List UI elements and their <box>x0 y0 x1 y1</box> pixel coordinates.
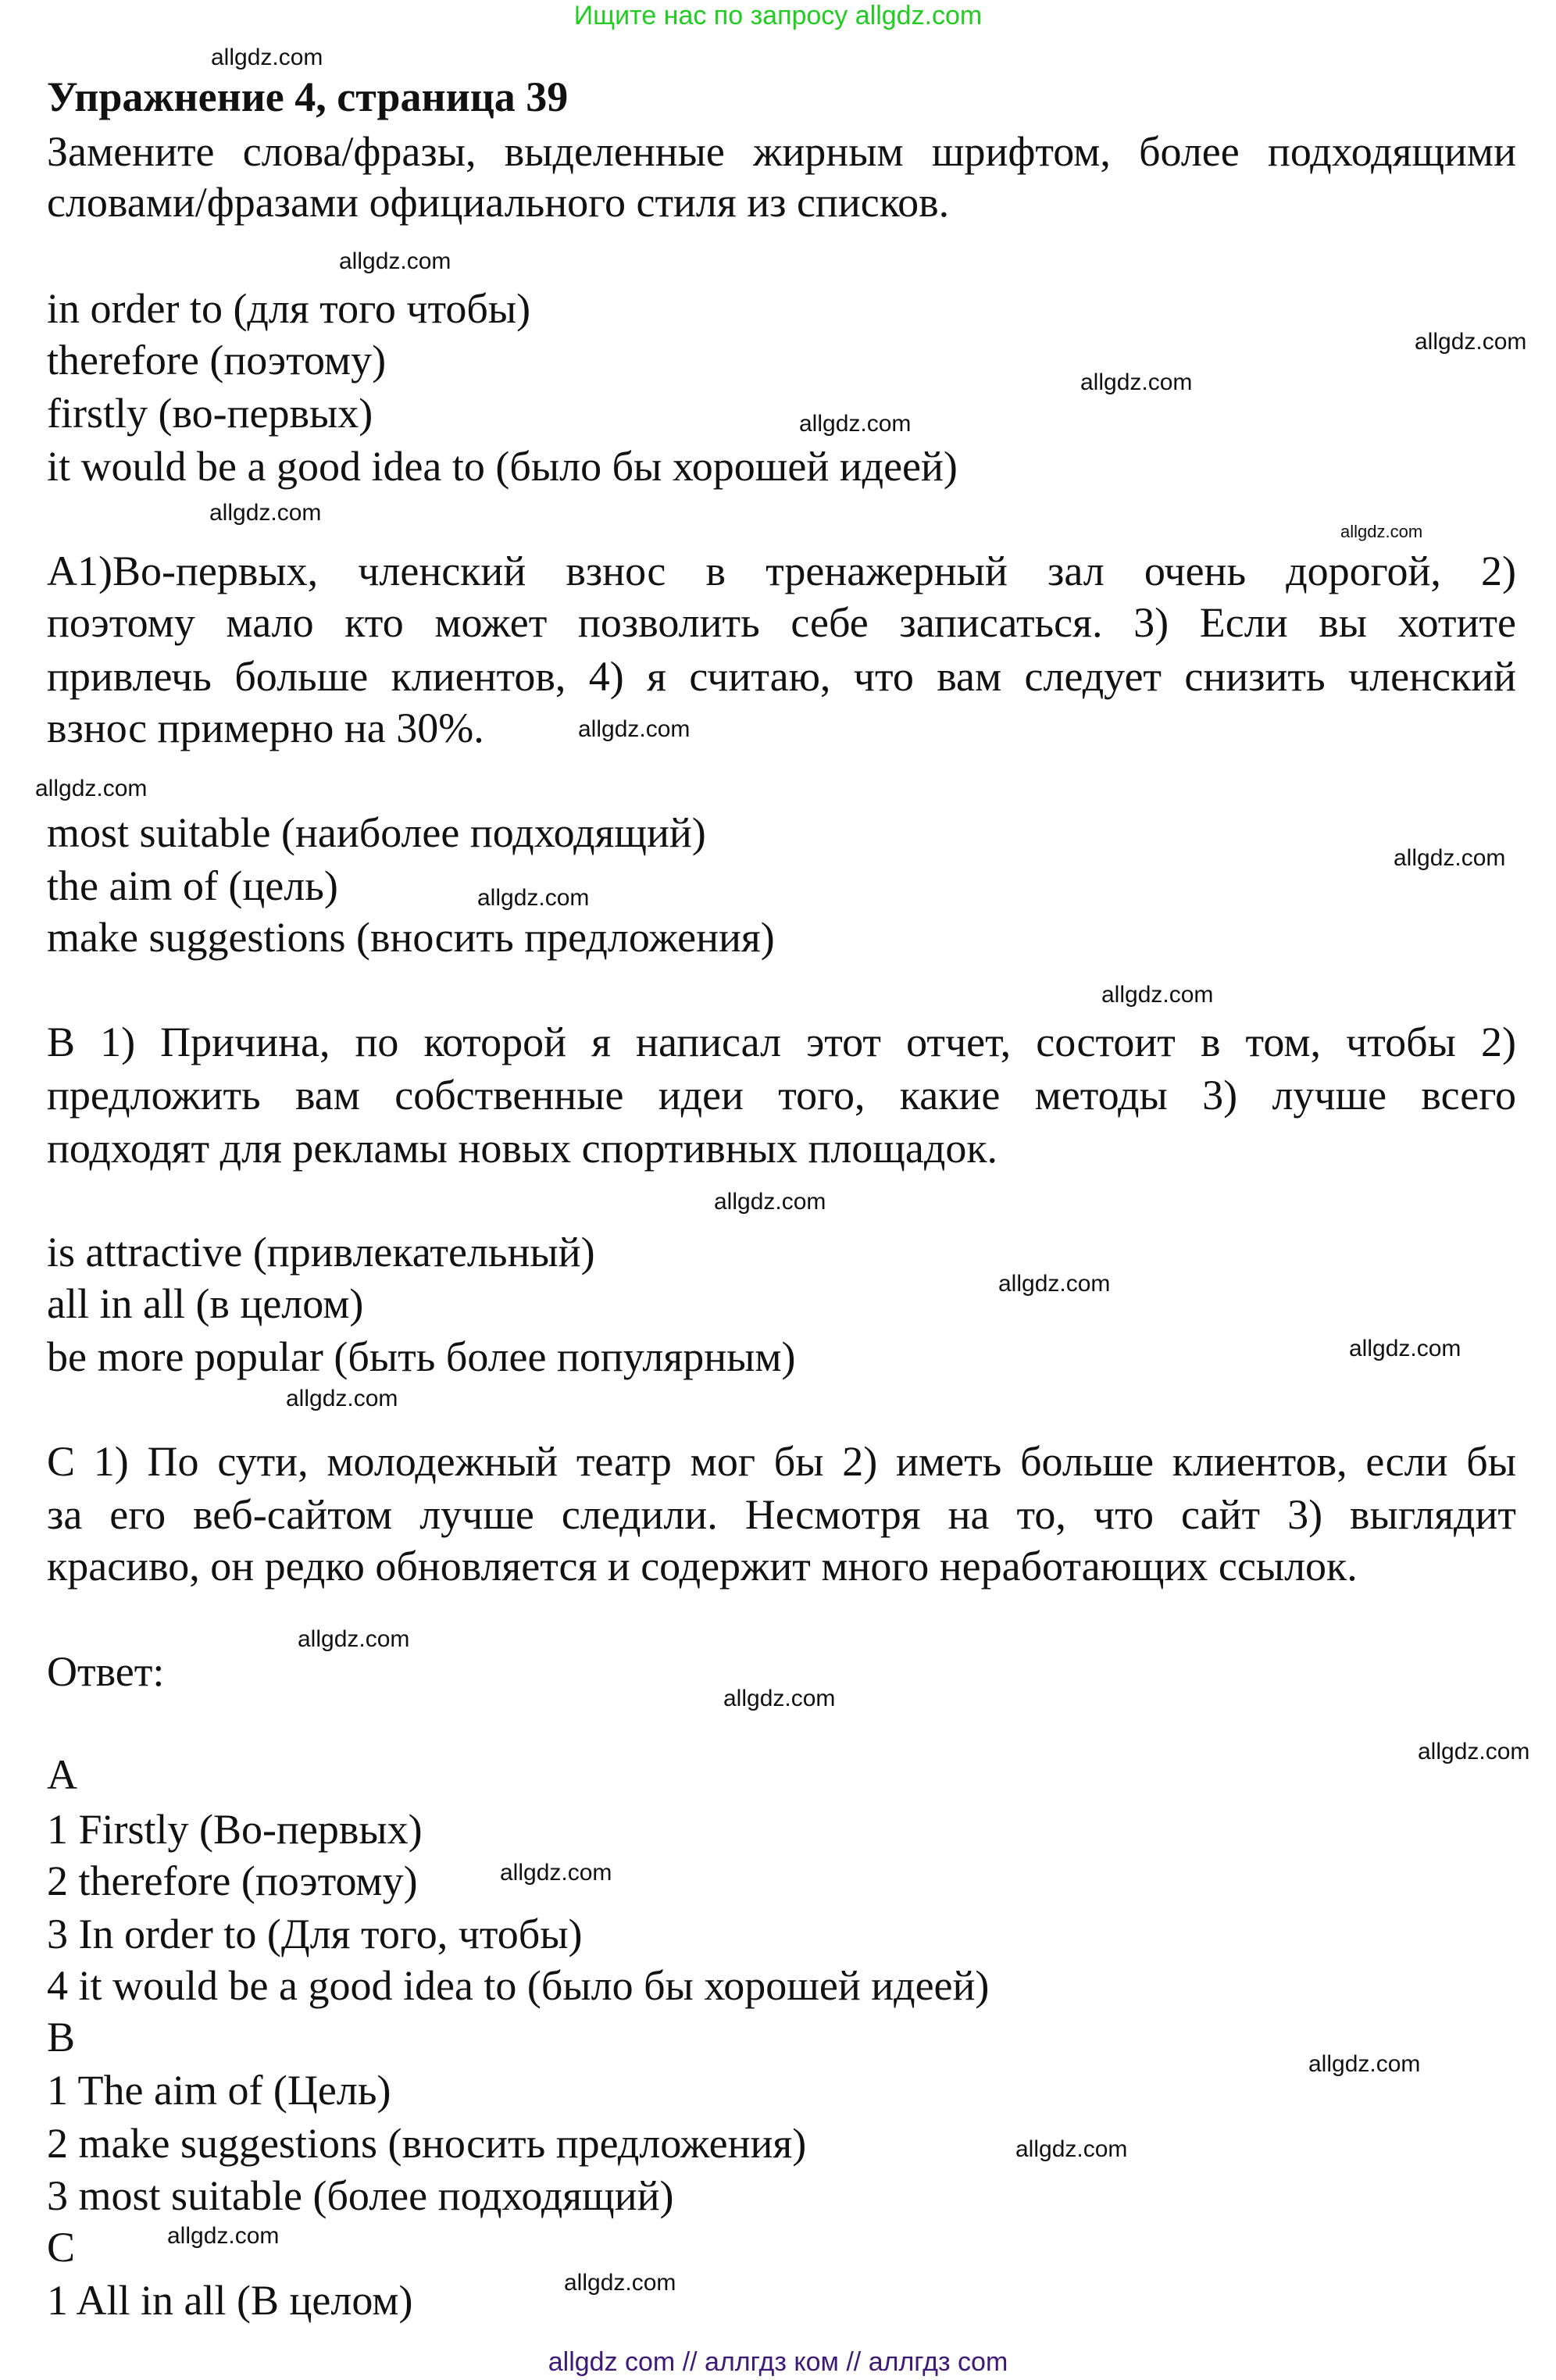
watermark: allgdz.com <box>209 500 322 526</box>
instruction-line: Замените слова/фразы, выделенные жирным шрифтом, более подходящими <box>47 128 1516 175</box>
paragraph-b-line: предложить вам собственные идеи того, какие методы 3) лучше всего <box>47 1072 1516 1119</box>
list2-item: most suitable (наиболее подходящий) <box>47 809 706 856</box>
watermark: allgdz.com <box>298 1626 410 1652</box>
watermark: allgdz.com <box>1308 2051 1421 2077</box>
answer-item: 1 Firstly (Во-первых) <box>47 1806 423 1853</box>
answer-item: 3 most suitable (более подходящий) <box>47 2172 674 2219</box>
instruction-line: словами/фразами официального стиля из списков. <box>47 179 950 226</box>
list1-item: in order to (для того чтобы) <box>47 285 531 332</box>
watermark: allgdz.com <box>167 2223 280 2249</box>
watermark: allgdz.com <box>723 1686 836 1711</box>
list1-item: firstly (во-первых) <box>47 390 373 437</box>
watermark: allgdz.com <box>1394 845 1506 871</box>
watermark: allgdz.com <box>564 2270 676 2296</box>
top-banner: Ищите нас по запросу allgdz.com <box>573 1 983 30</box>
list1-item: it would be a good idea to (было бы хорошей идеей) <box>47 443 958 490</box>
answer-section-a: A <box>47 1751 77 1798</box>
watermark: allgdz.com <box>477 885 590 911</box>
watermark: allgdz.com <box>1340 522 1423 541</box>
answer-item: 4 it would be a good idea to (было бы хорошей идеей) <box>47 1962 990 2009</box>
paragraph-a-line: А1)Во-первых, членский взнос в тренажерный зал очень дорогой, 2) <box>47 548 1516 594</box>
watermark: allgdz.com <box>1015 2136 1128 2162</box>
answer-item: 2 therefore (поэтому) <box>47 1857 418 1904</box>
footer-links: allgdz com // аллгдз ком // аллгдз com <box>548 2347 1008 2377</box>
watermark: allgdz.com <box>1101 982 1214 1008</box>
answer-item: 3 In order to (Для того, чтобы) <box>47 1911 583 1957</box>
watermark: allgdz.com <box>578 716 691 742</box>
answer-item: 2 make suggestions (вносить предложения) <box>47 2120 807 2167</box>
paragraph-c-line: за его веб-сайтом лучше следили. Несмотря на то, что сайт 3) выглядит <box>47 1491 1516 1538</box>
watermark: allgdz.com <box>1415 329 1527 355</box>
paragraph-a-line: поэтому мало кто может позволить себе записаться. 3) Если вы хотите <box>47 599 1516 646</box>
answer-section-b: B <box>47 2014 76 2061</box>
watermark: allgdz.com <box>211 45 323 70</box>
list1-item: therefore (поэтому) <box>47 337 387 384</box>
list3-item: be more popular (быть более популярным) <box>47 1333 796 1380</box>
paragraph-c-line: С 1) По сути, молодежный театр мог бы 2) иметь больше клиентов, если бы <box>47 1438 1516 1485</box>
answer-item: 1 All in all (В целом) <box>47 2277 413 2324</box>
watermark: allgdz.com <box>1080 369 1193 395</box>
watermark: allgdz.com <box>799 411 912 437</box>
paragraph-c-line: красиво, он редко обновляется и содержит много неработающих ссылок. <box>47 1543 1358 1590</box>
list2-item: make suggestions (вносить предложения) <box>47 914 775 961</box>
watermark: allgdz.com <box>998 1271 1111 1297</box>
watermark: allgdz.com <box>1349 1336 1461 1361</box>
watermark: allgdz.com <box>286 1386 398 1411</box>
paragraph-a-line: привлечь больше клиентов, 4) я считаю, что вам следует снизить членский <box>47 653 1516 700</box>
watermark: allgdz.com <box>500 1860 612 1886</box>
answer-item: 1 The aim of (Цель) <box>47 2067 391 2114</box>
watermark: allgdz.com <box>339 248 451 274</box>
answer-label: Ответ: <box>47 1648 165 1695</box>
watermark: allgdz.com <box>1418 1739 1530 1764</box>
watermark: allgdz.com <box>714 1189 826 1215</box>
watermark: allgdz.com <box>35 776 148 801</box>
list3-item: is attractive (привлекательный) <box>47 1229 595 1276</box>
paragraph-a-line: взнос примерно на 30%. <box>47 705 484 751</box>
paragraph-b-line: подходят для рекламы новых спортивных площадок. <box>47 1125 998 1172</box>
list2-item: the aim of (цель) <box>47 862 338 909</box>
page-title: Упражнение 4, страница 39 <box>47 73 569 120</box>
paragraph-b-line: В 1) Причина, по которой я написал этот отчет, состоит в том, чтобы 2) <box>47 1019 1516 1065</box>
list3-item: all in all (в целом) <box>47 1280 364 1327</box>
answer-section-c: C <box>47 2224 76 2271</box>
